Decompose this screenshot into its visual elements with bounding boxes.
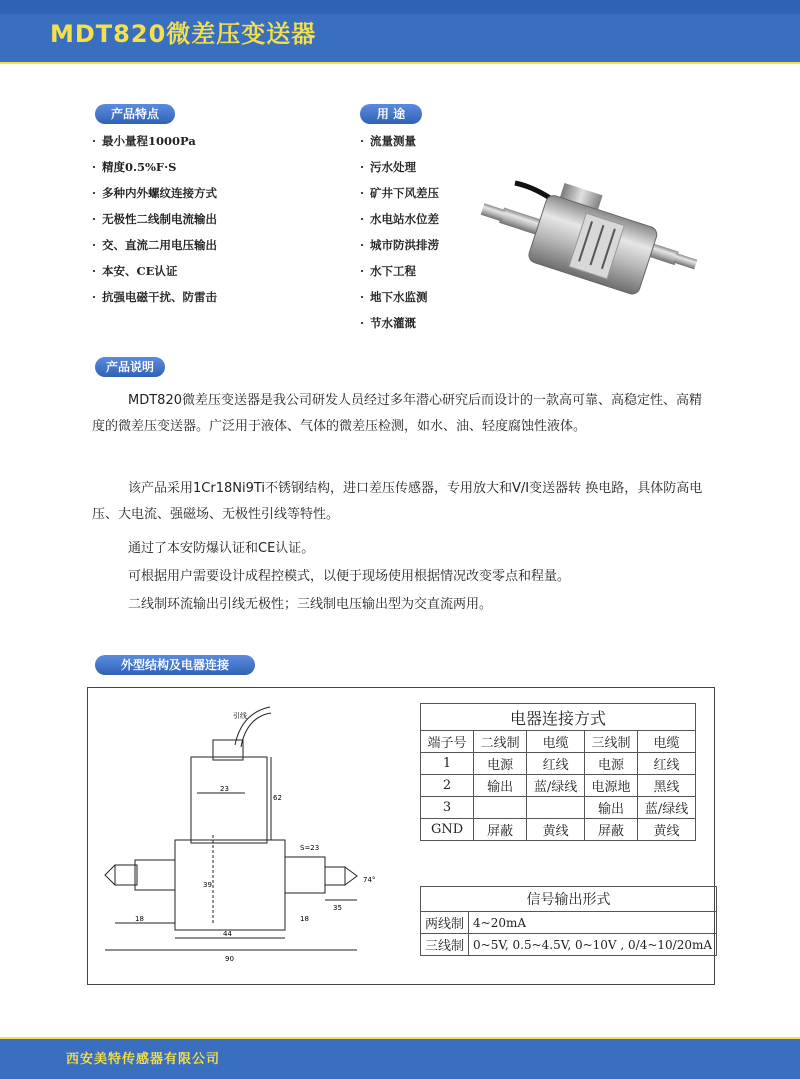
list-item: · 交、直流二用电压输出 (92, 238, 217, 252)
list-item: · 城市防洪排涝 (360, 238, 439, 252)
structure-heading: 外型结构及电器连接 (95, 655, 255, 675)
list-item: · 无极性二线制电流输出 (92, 212, 217, 226)
list-item: · 精度0.5%F·S (92, 160, 177, 174)
list-item: · 多种内外螺纹连接方式 (92, 186, 217, 200)
technical-drawing (95, 695, 405, 975)
description-paragraph: MDT820微差压变送器是我公司研发人员经过多年潜心研究后而设计的一款高可靠、高稳定性、高精度的微差压变送器。广泛用于液体、气体的微差压检测，如水、油、轻度腐蚀性液体。 (92, 393, 702, 434)
description-paragraph: 通过了本安防爆认证和CE认证。 (128, 541, 315, 556)
list-item: · 矿井下风差压 (360, 186, 439, 200)
page-header (0, 0, 800, 64)
drawing-label: 44 (223, 930, 232, 938)
list-item: · 水电站水位差 (360, 212, 439, 226)
signal-table (420, 886, 717, 956)
table-row: 三线制 0~5V, 0.5~4.5V, 0~10V , 0/4~10/20mA (421, 934, 717, 956)
drawing-label: 90 (225, 955, 234, 963)
page-title: MDT820微差压变送器 (50, 20, 317, 48)
features-list (92, 128, 217, 310)
product-photo (470, 165, 720, 305)
drawing-label: S=23 (300, 844, 320, 852)
features-heading: 产品特点 (95, 104, 175, 124)
connection-title: 电器连接方式 (421, 704, 696, 731)
signal-title: 信号输出形式 (421, 887, 717, 912)
page-footer (0, 1037, 800, 1079)
connection-table (420, 703, 696, 841)
drawing-label: 18 (135, 915, 144, 923)
list-item: · 地下水监测 (360, 290, 428, 304)
table-row: 端子号 二线制 电缆 三线制 电缆 (421, 731, 696, 753)
uses-heading: 用 途 (360, 104, 422, 124)
description-paragraph: 该产品采用1Cr18Ni9Ti不锈钢结构，进口差压传感器，专用放大和V/I变送器转 换电路，具体防高电压、大电流、强磁场、无极性引线等特性。 (92, 481, 703, 522)
list-item: · 节水灌溉 (360, 316, 416, 330)
table-row: 两线制 4~20mA (421, 912, 717, 934)
drawing-label: 62 (273, 794, 282, 802)
drawing-label: 74° (363, 876, 376, 884)
list-item: · 水下工程 (360, 264, 416, 278)
table-row: 1 电源 红线 电源 红线 (421, 753, 696, 775)
list-item: · 污水处理 (360, 160, 416, 174)
list-item: · 最小量程1000Pa (92, 134, 196, 148)
drawing-label: 引线 (233, 712, 247, 720)
table-row: 3 输出 蓝/绿线 (421, 797, 696, 819)
drawing-label: 18 (300, 915, 309, 923)
drawing-label: 39 (203, 881, 212, 889)
description-paragraph: 二线制环流输出引线无极性；三线制电压输出型为交直流两用。 (128, 597, 493, 612)
company-name: 西安美特传感器有限公司 (66, 1052, 221, 1067)
drawing-label: 35 (333, 904, 342, 912)
uses-list (360, 128, 439, 336)
table-row: 2 输出 蓝/绿线 电源地 黑线 (421, 775, 696, 797)
header-stripe (0, 0, 800, 14)
list-item: · 流量测量 (360, 134, 416, 148)
list-item: · 抗强电磁干扰、防雷击 (92, 290, 217, 304)
table-row: GND 屏蔽 黄线 屏蔽 黄线 (421, 819, 696, 841)
list-item: · 本安、CE认证 (92, 264, 178, 278)
description-heading: 产品说明 (95, 357, 165, 377)
drawing-label: 23 (220, 785, 229, 793)
description-paragraph: 可根据用户需要设计成程控模式，以便于现场使用根据情况改变零点和程量。 (128, 569, 571, 584)
